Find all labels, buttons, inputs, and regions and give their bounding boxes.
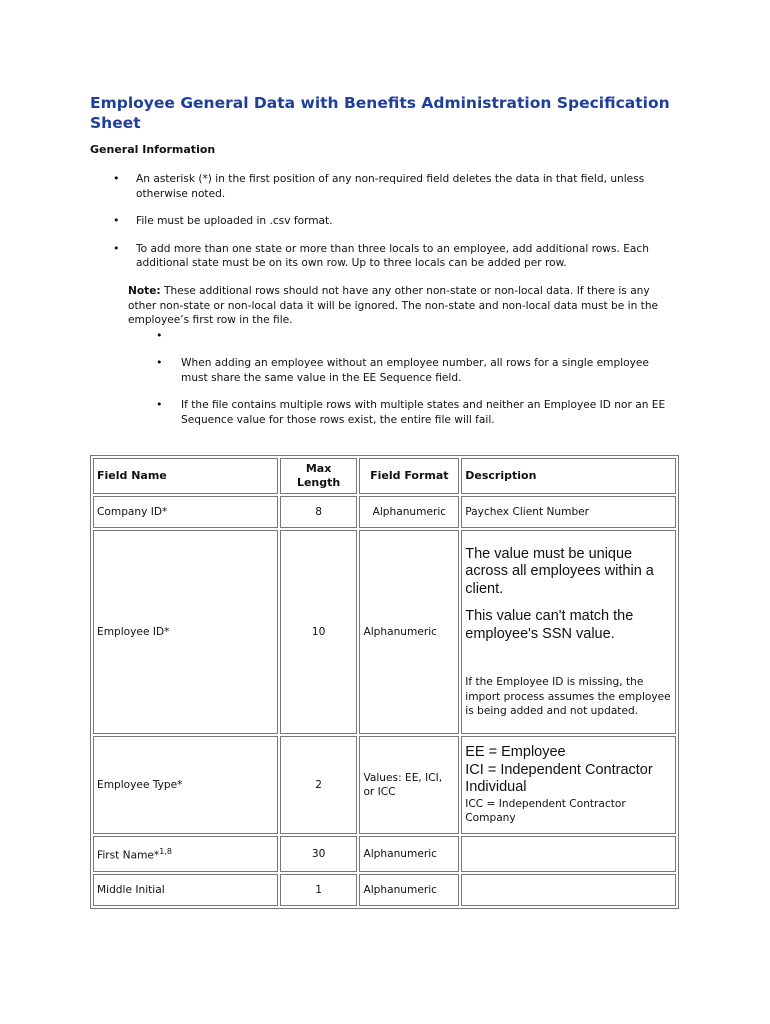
cell-max-length: 30 xyxy=(280,836,358,872)
spec-table xyxy=(90,455,679,909)
list-item xyxy=(128,329,678,343)
list-item: • To add more than one state or more than three locals to an employee, add additional rows. Each additional state must be on its own row. Up to three locals can be added per row. xyxy=(90,242,690,271)
list-item: • An asterisk (*) in the first position of any non-required field deletes the data in that field, unless otherwise noted. xyxy=(90,172,690,201)
cell-field-name: Employee Type* xyxy=(93,736,278,834)
table-row xyxy=(93,736,676,834)
list-item: • When adding an employee without an employee number, all rows for a single employee must share the same value in the EE Sequence field. xyxy=(128,356,678,385)
section-heading: General Information xyxy=(90,143,216,156)
cell-field-format: Values: EE, ICI, or ICC xyxy=(359,736,459,834)
description-text: The value must be unique across all employees within a client. xyxy=(465,545,654,597)
cell-field-format: Alphanumeric xyxy=(359,530,459,734)
cell-field-format: Alphanumeric xyxy=(359,836,459,872)
cell-description xyxy=(461,736,676,834)
cell-field-name: Middle Initial xyxy=(93,874,278,906)
list-item: • If the file contains multiple rows with multiple states and neither an Employee ID nor an EE Sequence value for those rows exist, the entire file will fail. xyxy=(128,398,678,427)
description-text: This value can't match the employee's SSN value. xyxy=(465,608,634,642)
cell-field-format: Alphanumeric xyxy=(359,496,459,528)
description-note: If the Employee ID is missing, the import process assumes the employee is being added and not updated. xyxy=(465,676,671,717)
cell-field-name: Employee ID* xyxy=(93,530,278,734)
footnote-marker: 1,8 xyxy=(159,847,172,857)
cell-max-length: 10 xyxy=(280,530,358,734)
header-field-format: Field Format xyxy=(359,458,459,494)
header-description: Description xyxy=(461,458,676,494)
description-text: EE = Employee xyxy=(465,744,566,761)
header-field-name: Field Name xyxy=(93,458,278,494)
cell-field-format: Alphanumeric xyxy=(359,874,459,906)
field-name-text: First Name* xyxy=(97,849,160,862)
description-text: ICI = Independent Contractor Individual xyxy=(465,761,653,796)
description-note: ICC = Independent Contractor Company xyxy=(465,797,626,825)
cell-description xyxy=(461,874,676,906)
spacer xyxy=(465,643,672,675)
cell-max-length: 8 xyxy=(280,496,358,528)
table-header-row xyxy=(93,458,676,494)
cell-description: Paychex Client Number xyxy=(461,496,676,528)
cell-field-name xyxy=(93,836,278,872)
table-row xyxy=(93,496,676,528)
list-item: • File must be uploaded in .csv format. xyxy=(90,214,690,229)
cell-field-name: Company ID* xyxy=(93,496,278,528)
general-info-list xyxy=(90,172,690,284)
note-sub-list xyxy=(128,329,678,440)
table-row xyxy=(93,530,676,734)
cell-max-length: 1 xyxy=(280,874,358,906)
spacer xyxy=(465,598,672,608)
cell-description xyxy=(461,530,676,734)
page-title: Employee General Data with Benefits Administration Specification Sheet xyxy=(90,94,670,132)
header-max-length: Max Length xyxy=(280,458,358,494)
cell-max-length: 2 xyxy=(280,736,358,834)
note-paragraph xyxy=(128,284,678,328)
note-text: These additional rows should not have any other non-state or non-local data. If there is any other non-state or non-local data it will be ignored. The non-state and non-local data must be in the employee’s first row in the file. xyxy=(128,285,659,326)
table-row xyxy=(93,874,676,906)
cell-description xyxy=(461,836,676,872)
table-row xyxy=(93,836,676,872)
note-label: Note: xyxy=(128,285,161,297)
